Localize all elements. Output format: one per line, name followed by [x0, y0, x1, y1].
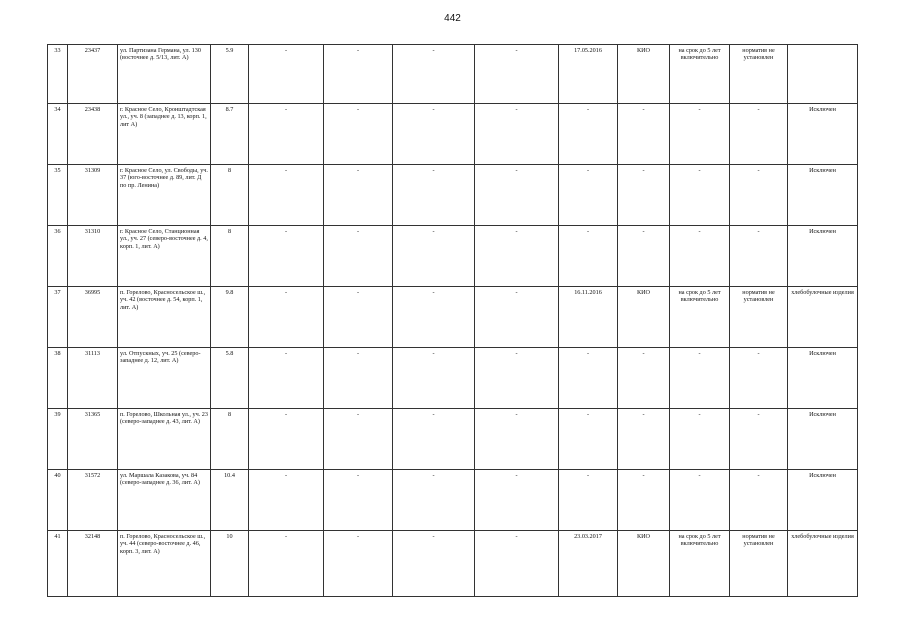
- cell-term: -: [670, 470, 730, 531]
- cell-norm: -: [730, 226, 788, 287]
- cell-address: п. Горелово, Красносельское ш., уч. 44 (северо-восточнее д. 46, корп. 3, лит. А): [118, 531, 211, 597]
- cell-norm: -: [730, 470, 788, 531]
- cell-col-6: -: [324, 348, 393, 409]
- cell-col-6: -: [324, 165, 393, 226]
- cell-col-6: -: [324, 531, 393, 597]
- cell-col-7: -: [393, 348, 475, 409]
- cell-col-8: -: [475, 348, 559, 409]
- cell-address: ул. Партизана Германа, ул. 130 (восточнее д. 5/13, лит. А): [118, 45, 211, 104]
- cell-type: -: [618, 409, 670, 470]
- cell-date: -: [559, 226, 618, 287]
- cell-col-7: -: [393, 165, 475, 226]
- cell-type: -: [618, 104, 670, 165]
- cell-col-7: -: [393, 409, 475, 470]
- cell-date: -: [559, 470, 618, 531]
- cell-row-number: 34: [48, 104, 68, 165]
- cell-date: 16.11.2016: [559, 287, 618, 348]
- cell-col-8: -: [475, 287, 559, 348]
- cell-term: -: [670, 226, 730, 287]
- cell-norm: норматив не установлен: [730, 531, 788, 597]
- cell-term: на срок до 5 лет включительно: [670, 287, 730, 348]
- cell-col-8: -: [475, 165, 559, 226]
- cell-col-8: -: [475, 45, 559, 104]
- cell-term: -: [670, 104, 730, 165]
- cell-row-number: 35: [48, 165, 68, 226]
- cell-col-5: -: [249, 348, 324, 409]
- cell-col-7: -: [393, 45, 475, 104]
- table-row: [48, 470, 858, 531]
- table-row: [48, 287, 858, 348]
- cell-norm: -: [730, 165, 788, 226]
- cell-date: -: [559, 165, 618, 226]
- cell-area: 8: [211, 226, 249, 287]
- cell-norm: норматив не установлен: [730, 45, 788, 104]
- cell-row-number: 33: [48, 45, 68, 104]
- cell-col-8: -: [475, 226, 559, 287]
- cell-term: -: [670, 165, 730, 226]
- cell-row-number: 40: [48, 470, 68, 531]
- cell-area: 5.8: [211, 348, 249, 409]
- cell-area: 10.4: [211, 470, 249, 531]
- table-row: [48, 226, 858, 287]
- cell-area: 5.9: [211, 45, 249, 104]
- cell-col-5: -: [249, 104, 324, 165]
- cell-date: 23.03.2017: [559, 531, 618, 597]
- cell-address: п. Горелово, Красносельское ш., уч. 42 (восточнее д. 54, корп. 1, лит. А): [118, 287, 211, 348]
- cell-object-id: 31365: [68, 409, 118, 470]
- table-row: [48, 348, 858, 409]
- cell-address: г. Красное Село, Станционная ул., уч. 27 (северо-восточнее д. 4, корп. 1, лит. А): [118, 226, 211, 287]
- cell-col-5: -: [249, 226, 324, 287]
- cell-address: г. Красное Село, Кронштадтская ул., уч. 8 (западнее д. 13, корп. 1, лит А): [118, 104, 211, 165]
- cell-date: -: [559, 348, 618, 409]
- cell-type: КИО: [618, 45, 670, 104]
- table-row: [48, 409, 858, 470]
- table-row: [48, 165, 858, 226]
- cell-type: КИО: [618, 287, 670, 348]
- cell-col-5: -: [249, 409, 324, 470]
- cell-col-5: -: [249, 165, 324, 226]
- cell-term: -: [670, 409, 730, 470]
- cell-norm: -: [730, 348, 788, 409]
- cell-specialization: Исключен: [788, 470, 858, 531]
- cell-col-5: -: [249, 45, 324, 104]
- registry-table: [47, 44, 858, 597]
- cell-col-6: -: [324, 409, 393, 470]
- cell-row-number: 38: [48, 348, 68, 409]
- cell-address: ул. Маршала Казакова, уч. 84 (северо-западнее д. 36, лит. А): [118, 470, 211, 531]
- cell-col-6: -: [324, 287, 393, 348]
- cell-col-7: -: [393, 531, 475, 597]
- cell-term: -: [670, 348, 730, 409]
- cell-type: -: [618, 165, 670, 226]
- cell-specialization: [788, 45, 858, 104]
- cell-specialization: Исключен: [788, 226, 858, 287]
- cell-object-id: 31113: [68, 348, 118, 409]
- cell-area: 8: [211, 165, 249, 226]
- cell-specialization: Исключен: [788, 348, 858, 409]
- cell-object-id: 23437: [68, 45, 118, 104]
- cell-col-8: -: [475, 531, 559, 597]
- cell-col-6: -: [324, 470, 393, 531]
- cell-type: КИО: [618, 531, 670, 597]
- cell-col-6: -: [324, 226, 393, 287]
- cell-col-7: -: [393, 470, 475, 531]
- cell-address: п. Горелово, Школьная ул., уч. 23 (северо-западнее д. 43, лит. А): [118, 409, 211, 470]
- cell-specialization: хлебобулочные изделия: [788, 287, 858, 348]
- cell-object-id: 31310: [68, 226, 118, 287]
- table-row: [48, 531, 858, 597]
- cell-col-5: -: [249, 470, 324, 531]
- cell-object-id: 31572: [68, 470, 118, 531]
- cell-specialization: Исключен: [788, 104, 858, 165]
- cell-col-8: -: [475, 104, 559, 165]
- cell-norm: -: [730, 104, 788, 165]
- cell-type: -: [618, 226, 670, 287]
- cell-date: 17.05.2016: [559, 45, 618, 104]
- table-row: [48, 45, 858, 104]
- cell-row-number: 36: [48, 226, 68, 287]
- cell-term: на срок до 5 лет включительно: [670, 531, 730, 597]
- cell-object-id: 32148: [68, 531, 118, 597]
- page-number: 442: [444, 13, 461, 24]
- cell-term: на срок до 5 лет включительно: [670, 45, 730, 104]
- cell-col-8: -: [475, 409, 559, 470]
- cell-area: 9.8: [211, 287, 249, 348]
- cell-norm: норматив не установлен: [730, 287, 788, 348]
- cell-object-id: 36995: [68, 287, 118, 348]
- table-row: [48, 104, 858, 165]
- cell-norm: -: [730, 409, 788, 470]
- cell-row-number: 41: [48, 531, 68, 597]
- cell-row-number: 37: [48, 287, 68, 348]
- cell-date: -: [559, 409, 618, 470]
- cell-col-7: -: [393, 287, 475, 348]
- cell-col-7: -: [393, 226, 475, 287]
- cell-col-5: -: [249, 287, 324, 348]
- cell-object-id: 31309: [68, 165, 118, 226]
- cell-object-id: 23438: [68, 104, 118, 165]
- cell-col-7: -: [393, 104, 475, 165]
- cell-type: -: [618, 348, 670, 409]
- cell-area: 8: [211, 409, 249, 470]
- cell-address: ул. Отпускных, уч. 25 (северо-западнее д. 12, лит. А): [118, 348, 211, 409]
- cell-address: г. Красное Село, ул. Свободы, уч. 37 (юго-восточнее д. 89, лит. Д по пр. Ленина): [118, 165, 211, 226]
- cell-area: 8.7: [211, 104, 249, 165]
- cell-col-6: -: [324, 104, 393, 165]
- cell-col-5: -: [249, 531, 324, 597]
- cell-type: -: [618, 470, 670, 531]
- cell-date: -: [559, 104, 618, 165]
- cell-specialization: Исключен: [788, 409, 858, 470]
- cell-row-number: 39: [48, 409, 68, 470]
- cell-specialization: хлебобулочные изделия: [788, 531, 858, 597]
- cell-specialization: Исключен: [788, 165, 858, 226]
- cell-col-6: -: [324, 45, 393, 104]
- cell-col-8: -: [475, 470, 559, 531]
- cell-area: 10: [211, 531, 249, 597]
